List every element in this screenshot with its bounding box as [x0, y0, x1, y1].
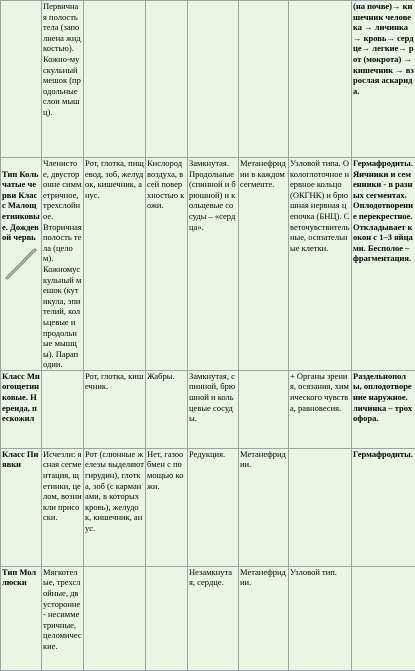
cell-nervous: Узловой типа. Окологлоточное нервное кольцо (ОКГНК) и брюшная нервная цепочка (БНЦ). Светочувствительные, осязательные клетки.: [289, 158, 352, 371]
cell-body: [42, 370, 84, 448]
cell-body: Мягкотелые, трехслойные, двусторонне - несимметричные, целомические.: [42, 566, 84, 670]
cell-respiration: [146, 566, 188, 670]
cell-excretion: Метанефридии в каждом сегменте.: [239, 158, 289, 371]
cell-excretion: [239, 370, 289, 448]
cell-taxon: [1, 158, 42, 371]
cell-taxon: [1, 1, 42, 158]
cell-taxon: Класс Многощетинковые. Нереида, пескожил: [1, 370, 42, 448]
cell-nervous: [289, 1, 352, 158]
table-row: [1, 158, 415, 371]
cell-respiration: Кислород воздуха, всей поверхностью кожи.: [146, 158, 188, 371]
cell-nervous: + Органы зрения, осязания, химического чувства, равновесия.: [289, 370, 352, 448]
cell-excretion: [239, 1, 289, 158]
cell-reproduction: Гермафродиты.: [352, 448, 415, 566]
cell-digestion: [84, 1, 146, 158]
cell-taxon: Класс Пиявки: [1, 448, 42, 566]
cell-digestion: Рот (слюнные железы выделяют гирудин), глотка, зоб (с карманами, в которых кровь), желудок, кишечник, анус.: [84, 448, 146, 566]
cell-reproduction: [352, 566, 415, 670]
cell-respiration: Нет, газообмен с помощью кожи.: [146, 448, 188, 566]
cell-respiration: [146, 1, 188, 158]
cell-reproduction: Гермафродиты. Яичники и семенники - в разных сегментах. Оплодотворение перекрестное. Откладывает кокон с 1–3 яйцами. Бесполое – фрагментация.: [352, 158, 415, 371]
cell-circulation: Незамкнутая, сердце.: [188, 566, 239, 670]
earthworm-icon: [4, 247, 38, 281]
cell-digestion: Рот, глотка, пищевод, зоб, желудок, кишечник, анус.: [84, 158, 146, 371]
cell-reproduction: (на почве)→ кишечник человека → личинка → кровь→ сердце→ легкие→ рот (мокрота) → кишечник → взрослая аскарида.: [352, 1, 415, 158]
cell-excretion: Метанефридии.: [239, 448, 289, 566]
cell-body: Членистое, двусторонне симметричное, трехслойное. Вторичная полость тела (целом). Кожномускульный мешок (кутикула, эпителий, кольцевые и продольные мышцы). Параподии.: [42, 158, 84, 371]
cell-digestion: Рот, глотка, кишечник.: [84, 370, 146, 448]
cell-circulation: Замкнутая, спинной, брюшной и кольцевые сосуды.: [188, 370, 239, 448]
cell-digestion: [84, 566, 146, 670]
table-row: [1, 566, 415, 670]
cell-taxon: Тип Моллюски: [1, 566, 42, 670]
cell-reproduction: Раздельнополы, оплодотворение наружное. личинка – трохофора.: [352, 370, 415, 448]
cell-circulation: Редукция.: [188, 448, 239, 566]
cell-respiration: Жабры.: [146, 370, 188, 448]
cell-circulation: Замкнутая. Продольные (спинной и брюшной) и кольцевые сосуды – «сердца».: [188, 158, 239, 371]
table-row: [1, 370, 415, 448]
cell-nervous: Узловой тип.: [289, 566, 352, 670]
cell-excretion: Метанефридии.: [239, 566, 289, 670]
cell-nervous: [289, 448, 352, 566]
table-row: [1, 448, 415, 566]
cell-body: Исчезли: ясная сегментация, щетинки, целом, возникли присоски.: [42, 448, 84, 566]
cell-body: Первичная полость тела (заполнена жидкостью). Кожно-мускульный мешок (продольные слои мышц).: [42, 1, 84, 158]
table-row: [1, 1, 415, 158]
cell-taxon-text: Тип Кольчатые черви Класс Малощетинковые. Дождевой червь: [2, 169, 40, 243]
cell-circulation: [188, 1, 239, 158]
